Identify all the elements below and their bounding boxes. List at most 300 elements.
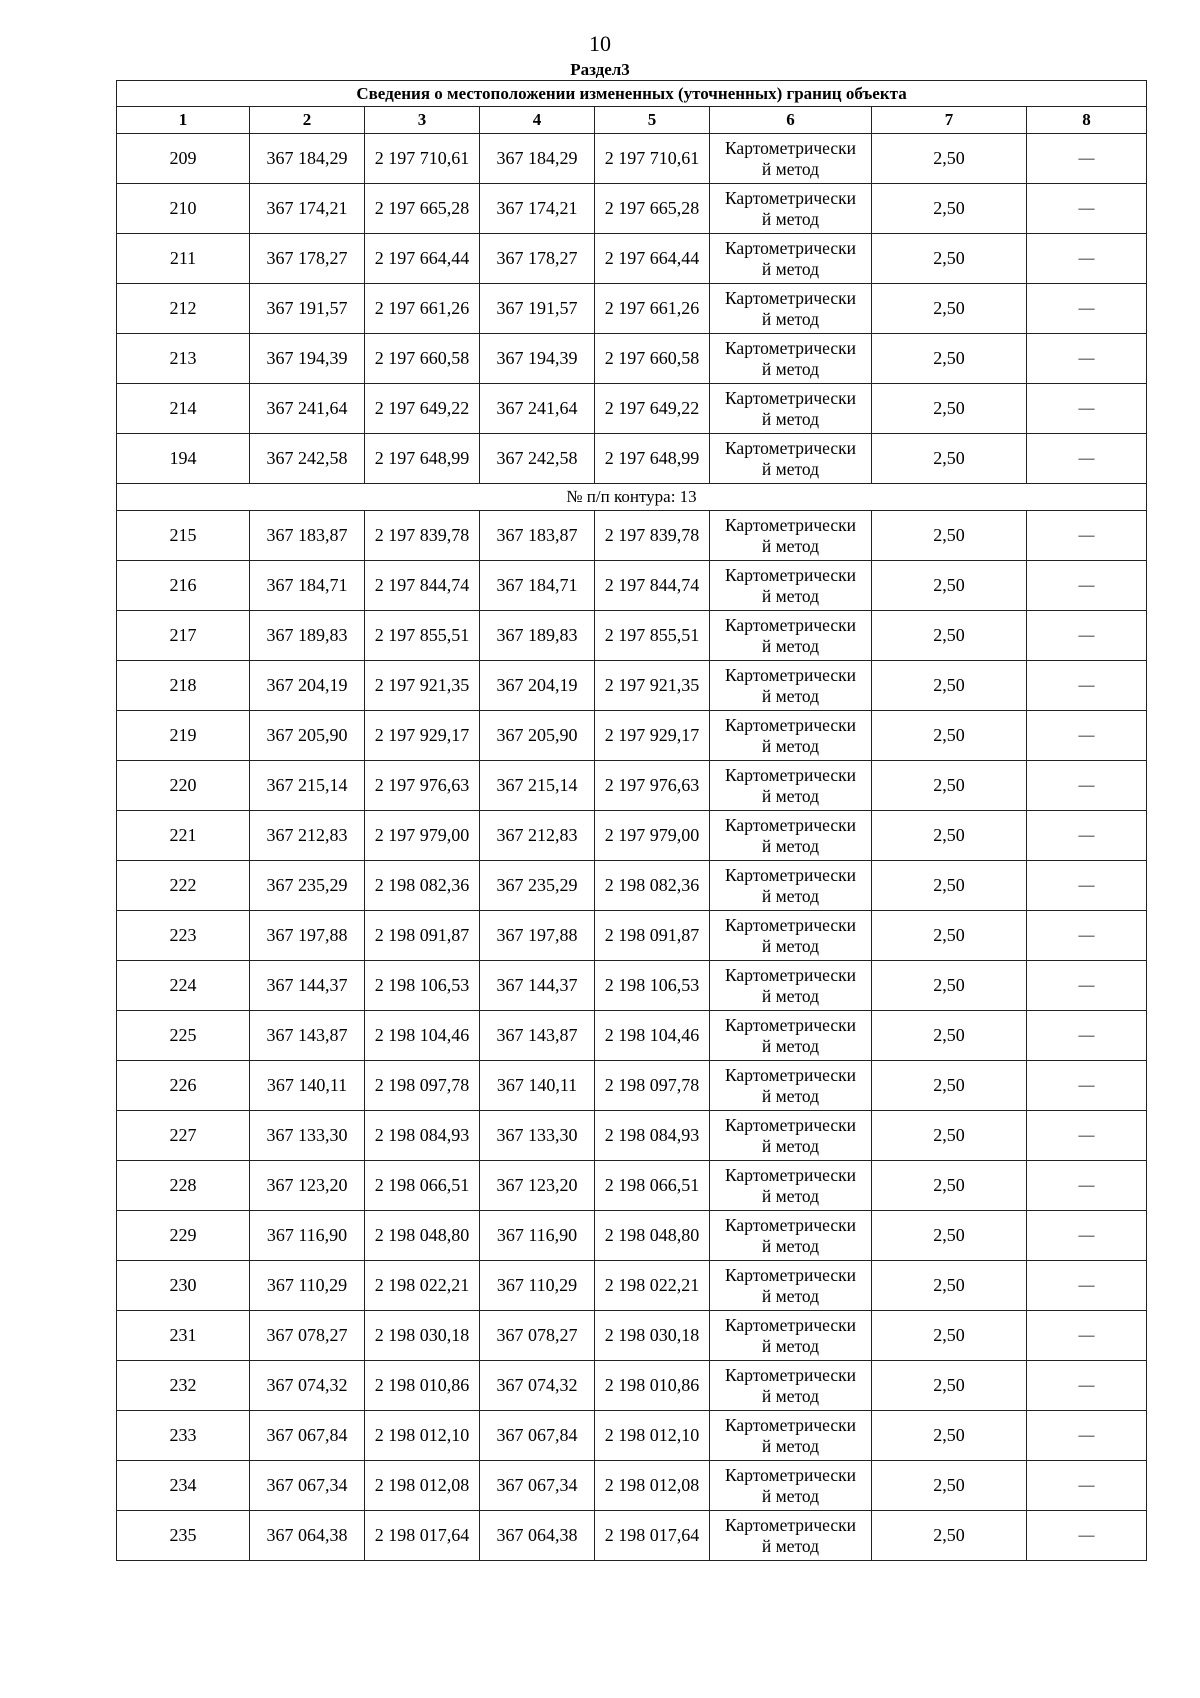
point-number-cell: 227 <box>117 1111 250 1161</box>
point-number-cell: 221 <box>117 811 250 861</box>
y-refined-cell: 2 198 010,86 <box>595 1361 710 1411</box>
method-text-line2: й метод <box>761 985 820 1006</box>
method-text-line1: Картометрически <box>724 1014 857 1035</box>
y-refined-cell: 2 197 979,00 <box>595 811 710 861</box>
method-cell <box>710 384 872 434</box>
point-number-cell: 220 <box>117 761 250 811</box>
point-number-cell: 213 <box>117 334 250 384</box>
method-cell <box>710 1111 872 1161</box>
y-refined-cell: 2 198 012,08 <box>595 1461 710 1511</box>
table-row <box>117 861 1147 911</box>
y-existing-cell: 2 198 082,36 <box>365 861 480 911</box>
y-refined-cell: 2 198 084,93 <box>595 1111 710 1161</box>
method-text-line2: й метод <box>761 1085 820 1106</box>
y-existing-cell: 2 197 661,26 <box>365 284 480 334</box>
point-number-cell: 226 <box>117 1061 250 1111</box>
point-number-cell: 211 <box>117 234 250 284</box>
x-existing-cell: 367 191,57 <box>250 284 365 334</box>
method-cell <box>710 1361 872 1411</box>
description-cell: — <box>1027 1261 1147 1311</box>
method-text-line2: й метод <box>761 258 820 279</box>
x-refined-cell: 367 235,29 <box>480 861 595 911</box>
x-existing-cell: 367 067,84 <box>250 1411 365 1461</box>
x-existing-cell: 367 241,64 <box>250 384 365 434</box>
description-cell: — <box>1027 1511 1147 1561</box>
y-refined-cell: 2 197 929,17 <box>595 711 710 761</box>
y-refined-cell: 2 197 921,35 <box>595 661 710 711</box>
method-text-line1: Картометрически <box>724 664 857 685</box>
accuracy-cell: 2,50 <box>872 661 1027 711</box>
x-existing-cell: 367 116,90 <box>250 1211 365 1261</box>
y-refined-cell: 2 197 855,51 <box>595 611 710 661</box>
table-row <box>117 911 1147 961</box>
y-existing-cell: 2 197 921,35 <box>365 661 480 711</box>
x-existing-cell: 367 194,39 <box>250 334 365 384</box>
accuracy-cell: 2,50 <box>872 134 1027 184</box>
accuracy-cell: 2,50 <box>872 1361 1027 1411</box>
y-existing-cell: 2 198 066,51 <box>365 1161 480 1211</box>
method-cell <box>710 561 872 611</box>
method-cell <box>710 1061 872 1111</box>
y-refined-cell: 2 197 661,26 <box>595 284 710 334</box>
method-cell <box>710 1461 872 1511</box>
table-row <box>117 1261 1147 1311</box>
table-row <box>117 761 1147 811</box>
method-text-line1: Картометрически <box>724 1514 857 1535</box>
y-existing-cell: 2 198 106,53 <box>365 961 480 1011</box>
description-cell: — <box>1027 1211 1147 1261</box>
description-cell: — <box>1027 284 1147 334</box>
table-row <box>117 1361 1147 1411</box>
description-cell: — <box>1027 234 1147 284</box>
point-number-cell: 209 <box>117 134 250 184</box>
y-existing-cell: 2 197 664,44 <box>365 234 480 284</box>
description-cell: — <box>1027 1311 1147 1361</box>
y-refined-cell: 2 198 012,10 <box>595 1411 710 1461</box>
contour-row <box>117 484 1147 511</box>
column-header-8: 8 <box>1027 107 1147 134</box>
table-row <box>117 1061 1147 1111</box>
table-row <box>117 1011 1147 1061</box>
accuracy-cell: 2,50 <box>872 1011 1027 1061</box>
y-existing-cell: 2 197 710,61 <box>365 134 480 184</box>
x-refined-cell: 367 242,58 <box>480 434 595 484</box>
method-text-line1: Картометрически <box>724 614 857 635</box>
table-row <box>117 561 1147 611</box>
method-text-line2: й метод <box>761 1185 820 1206</box>
method-text-line1: Картометрически <box>724 437 857 458</box>
x-existing-cell: 367 197,88 <box>250 911 365 961</box>
x-refined-cell: 367 178,27 <box>480 234 595 284</box>
description-cell: — <box>1027 811 1147 861</box>
description-cell: — <box>1027 511 1147 561</box>
column-header-5: 5 <box>595 107 710 134</box>
y-refined-cell: 2 197 664,44 <box>595 234 710 284</box>
method-text-line1: Картометрически <box>724 764 857 785</box>
x-refined-cell: 367 194,39 <box>480 334 595 384</box>
point-number-cell: 212 <box>117 284 250 334</box>
method-cell <box>710 1411 872 1461</box>
table-row <box>117 661 1147 711</box>
point-number-cell: 225 <box>117 1011 250 1061</box>
y-existing-cell: 2 197 839,78 <box>365 511 480 561</box>
x-refined-cell: 367 133,30 <box>480 1111 595 1161</box>
y-refined-cell: 2 198 082,36 <box>595 861 710 911</box>
accuracy-cell: 2,50 <box>872 961 1027 1011</box>
table-row <box>117 1461 1147 1511</box>
y-refined-cell: 2 198 048,80 <box>595 1211 710 1261</box>
y-existing-cell: 2 197 648,99 <box>365 434 480 484</box>
table-row <box>117 234 1147 284</box>
table-row <box>117 611 1147 661</box>
method-text-line1: Картометрически <box>724 1414 857 1435</box>
accuracy-cell: 2,50 <box>872 1511 1027 1561</box>
point-number-cell: 232 <box>117 1361 250 1411</box>
accuracy-cell: 2,50 <box>872 911 1027 961</box>
point-number-cell: 228 <box>117 1161 250 1211</box>
table-row <box>117 334 1147 384</box>
x-refined-cell: 367 064,38 <box>480 1511 595 1561</box>
x-refined-cell: 367 183,87 <box>480 511 595 561</box>
description-cell: — <box>1027 134 1147 184</box>
y-refined-cell: 2 197 710,61 <box>595 134 710 184</box>
description-cell: — <box>1027 711 1147 761</box>
method-cell <box>710 1211 872 1261</box>
method-cell <box>710 284 872 334</box>
accuracy-cell: 2,50 <box>872 1161 1027 1211</box>
description-cell: — <box>1027 1161 1147 1211</box>
table-row <box>117 1211 1147 1261</box>
method-text-line2: й метод <box>761 885 820 906</box>
x-existing-cell: 367 140,11 <box>250 1061 365 1111</box>
accuracy-cell: 2,50 <box>872 1111 1027 1161</box>
method-text-line1: Картометрически <box>724 237 857 258</box>
description-cell: — <box>1027 611 1147 661</box>
method-cell <box>710 234 872 284</box>
y-existing-cell: 2 197 649,22 <box>365 384 480 434</box>
accuracy-cell: 2,50 <box>872 1311 1027 1361</box>
y-existing-cell: 2 197 976,63 <box>365 761 480 811</box>
method-cell <box>710 434 872 484</box>
method-cell <box>710 611 872 661</box>
y-existing-cell: 2 198 091,87 <box>365 911 480 961</box>
y-refined-cell: 2 197 844,74 <box>595 561 710 611</box>
accuracy-cell: 2,50 <box>872 811 1027 861</box>
point-number-cell: 223 <box>117 911 250 961</box>
x-existing-cell: 367 078,27 <box>250 1311 365 1361</box>
x-refined-cell: 367 067,34 <box>480 1461 595 1511</box>
description-cell: — <box>1027 661 1147 711</box>
accuracy-cell: 2,50 <box>872 1261 1027 1311</box>
x-existing-cell: 367 174,21 <box>250 184 365 234</box>
column-header-6: 6 <box>710 107 872 134</box>
description-cell: — <box>1027 1011 1147 1061</box>
table-row <box>117 1411 1147 1461</box>
y-existing-cell: 2 198 022,21 <box>365 1261 480 1311</box>
x-existing-cell: 367 074,32 <box>250 1361 365 1411</box>
point-number-cell: 235 <box>117 1511 250 1561</box>
accuracy-cell: 2,50 <box>872 184 1027 234</box>
method-cell <box>710 1161 872 1211</box>
x-refined-cell: 367 144,37 <box>480 961 595 1011</box>
method-text-line2: й метод <box>761 1385 820 1406</box>
method-cell <box>710 1311 872 1361</box>
y-existing-cell: 2 197 665,28 <box>365 184 480 234</box>
y-existing-cell: 2 197 979,00 <box>365 811 480 861</box>
table-row <box>117 511 1147 561</box>
accuracy-cell: 2,50 <box>872 284 1027 334</box>
method-text-line2: й метод <box>761 458 820 479</box>
method-text-line2: й метод <box>761 358 820 379</box>
y-existing-cell: 2 197 660,58 <box>365 334 480 384</box>
method-text-line1: Картометрически <box>724 714 857 735</box>
accuracy-cell: 2,50 <box>872 334 1027 384</box>
x-existing-cell: 367 143,87 <box>250 1011 365 1061</box>
x-refined-cell: 367 067,84 <box>480 1411 595 1461</box>
method-text-line2: й метод <box>761 158 820 179</box>
x-refined-cell: 367 110,29 <box>480 1261 595 1311</box>
x-refined-cell: 367 215,14 <box>480 761 595 811</box>
method-text-line2: й метод <box>761 535 820 556</box>
method-text-line1: Картометрически <box>724 137 857 158</box>
description-cell: — <box>1027 1061 1147 1111</box>
table-row <box>117 1511 1147 1561</box>
point-number-cell: 230 <box>117 1261 250 1311</box>
y-existing-cell: 2 197 929,17 <box>365 711 480 761</box>
y-existing-cell: 2 198 048,80 <box>365 1211 480 1261</box>
method-text-line1: Картометрически <box>724 514 857 535</box>
description-cell: — <box>1027 1461 1147 1511</box>
description-cell: — <box>1027 911 1147 961</box>
method-cell <box>710 711 872 761</box>
column-header-2: 2 <box>250 107 365 134</box>
method-text-line1: Картометрически <box>724 1214 857 1235</box>
method-text-line2: й метод <box>761 1235 820 1256</box>
x-refined-cell: 367 074,32 <box>480 1361 595 1411</box>
x-refined-cell: 367 197,88 <box>480 911 595 961</box>
y-refined-cell: 2 197 660,58 <box>595 334 710 384</box>
x-existing-cell: 367 178,27 <box>250 234 365 284</box>
method-cell <box>710 861 872 911</box>
accuracy-cell: 2,50 <box>872 511 1027 561</box>
table-row <box>117 284 1147 334</box>
method-text-line2: й метод <box>761 1535 820 1556</box>
method-text-line2: й метод <box>761 1135 820 1156</box>
table-caption: Сведения о местоположении измененных (уточненных) границ объекта <box>117 81 1147 107</box>
x-refined-cell: 367 241,64 <box>480 384 595 434</box>
point-number-cell: 194 <box>117 434 250 484</box>
x-existing-cell: 367 215,14 <box>250 761 365 811</box>
x-existing-cell: 367 184,29 <box>250 134 365 184</box>
description-cell: — <box>1027 384 1147 434</box>
method-cell <box>710 661 872 711</box>
description-cell: — <box>1027 334 1147 384</box>
y-refined-cell: 2 197 839,78 <box>595 511 710 561</box>
y-existing-cell: 2 198 010,86 <box>365 1361 480 1411</box>
y-refined-cell: 2 198 017,64 <box>595 1511 710 1561</box>
description-cell: — <box>1027 1361 1147 1411</box>
method-text-line1: Картометрически <box>724 1464 857 1485</box>
x-existing-cell: 367 123,20 <box>250 1161 365 1211</box>
y-existing-cell: 2 198 017,64 <box>365 1511 480 1561</box>
method-text-line2: й метод <box>761 1435 820 1456</box>
point-number-cell: 234 <box>117 1461 250 1511</box>
x-existing-cell: 367 205,90 <box>250 711 365 761</box>
accuracy-cell: 2,50 <box>872 611 1027 661</box>
x-existing-cell: 367 064,38 <box>250 1511 365 1561</box>
description-cell: — <box>1027 1411 1147 1461</box>
accuracy-cell: 2,50 <box>872 384 1027 434</box>
x-refined-cell: 367 184,29 <box>480 134 595 184</box>
method-text-line1: Картометрически <box>724 1364 857 1385</box>
accuracy-cell: 2,50 <box>872 561 1027 611</box>
table-body <box>117 134 1147 1561</box>
method-text-line2: й метод <box>761 208 820 229</box>
point-number-cell: 214 <box>117 384 250 434</box>
point-number-cell: 231 <box>117 1311 250 1361</box>
y-refined-cell: 2 198 097,78 <box>595 1061 710 1111</box>
x-refined-cell: 367 191,57 <box>480 284 595 334</box>
accuracy-cell: 2,50 <box>872 1411 1027 1461</box>
method-cell <box>710 1511 872 1561</box>
table-row <box>117 961 1147 1011</box>
method-cell <box>710 134 872 184</box>
x-existing-cell: 367 110,29 <box>250 1261 365 1311</box>
method-cell <box>710 511 872 561</box>
point-number-cell: 218 <box>117 661 250 711</box>
method-text-line2: й метод <box>761 735 820 756</box>
method-cell <box>710 761 872 811</box>
description-cell: — <box>1027 761 1147 811</box>
method-text-line2: й метод <box>761 935 820 956</box>
method-text-line1: Картометрически <box>724 187 857 208</box>
method-text-line1: Картометрически <box>724 864 857 885</box>
x-existing-cell: 367 189,83 <box>250 611 365 661</box>
description-cell: — <box>1027 561 1147 611</box>
x-refined-cell: 367 143,87 <box>480 1011 595 1061</box>
table-row <box>117 711 1147 761</box>
x-existing-cell: 367 204,19 <box>250 661 365 711</box>
x-refined-cell: 367 189,83 <box>480 611 595 661</box>
x-existing-cell: 367 235,29 <box>250 861 365 911</box>
method-text-line1: Картометрически <box>724 1164 857 1185</box>
method-cell <box>710 334 872 384</box>
method-text-line1: Картометрически <box>724 914 857 935</box>
page-number: 10 <box>589 31 611 56</box>
y-refined-cell: 2 198 091,87 <box>595 911 710 961</box>
method-cell <box>710 1011 872 1061</box>
method-text-line1: Картометрически <box>724 287 857 308</box>
method-text-line2: й метод <box>761 408 820 429</box>
y-existing-cell: 2 198 012,10 <box>365 1411 480 1461</box>
accuracy-cell: 2,50 <box>872 434 1027 484</box>
point-number-cell: 219 <box>117 711 250 761</box>
point-number-cell: 217 <box>117 611 250 661</box>
table-row <box>117 384 1147 434</box>
table-row <box>117 434 1147 484</box>
method-text-line2: й метод <box>761 685 820 706</box>
y-refined-cell: 2 198 022,21 <box>595 1261 710 1311</box>
y-existing-cell: 2 198 084,93 <box>365 1111 480 1161</box>
column-header-7: 7 <box>872 107 1027 134</box>
x-refined-cell: 367 212,83 <box>480 811 595 861</box>
method-text-line1: Картометрически <box>724 1064 857 1085</box>
point-number-cell: 233 <box>117 1411 250 1461</box>
x-existing-cell: 367 144,37 <box>250 961 365 1011</box>
description-cell: — <box>1027 861 1147 911</box>
method-text-line1: Картометрически <box>724 387 857 408</box>
method-cell <box>710 184 872 234</box>
method-cell <box>710 811 872 861</box>
accuracy-cell: 2,50 <box>872 1461 1027 1511</box>
x-existing-cell: 367 184,71 <box>250 561 365 611</box>
table-row <box>117 1161 1147 1211</box>
method-text-line1: Картометрически <box>724 564 857 585</box>
table-row <box>117 811 1147 861</box>
point-number-cell: 224 <box>117 961 250 1011</box>
x-existing-cell: 367 212,83 <box>250 811 365 861</box>
description-cell: — <box>1027 961 1147 1011</box>
table-row <box>117 184 1147 234</box>
x-refined-cell: 367 140,11 <box>480 1061 595 1111</box>
accuracy-cell: 2,50 <box>872 1211 1027 1261</box>
method-text-line1: Картометрически <box>724 1314 857 1335</box>
point-number-cell: 210 <box>117 184 250 234</box>
accuracy-cell: 2,50 <box>872 234 1027 284</box>
point-number-cell: 215 <box>117 511 250 561</box>
x-refined-cell: 367 123,20 <box>480 1161 595 1211</box>
y-existing-cell: 2 197 844,74 <box>365 561 480 611</box>
column-header-1: 1 <box>117 107 250 134</box>
method-text-line1: Картометрически <box>724 964 857 985</box>
y-refined-cell: 2 197 649,22 <box>595 384 710 434</box>
x-refined-cell: 367 204,19 <box>480 661 595 711</box>
x-refined-cell: 367 116,90 <box>480 1211 595 1261</box>
y-refined-cell: 2 198 030,18 <box>595 1311 710 1361</box>
table-row <box>117 134 1147 184</box>
x-existing-cell: 367 133,30 <box>250 1111 365 1161</box>
method-cell <box>710 911 872 961</box>
column-header-3: 3 <box>365 107 480 134</box>
method-text-line2: й метод <box>761 585 820 606</box>
y-existing-cell: 2 198 097,78 <box>365 1061 480 1111</box>
method-text-line1: Картометрически <box>724 1264 857 1285</box>
method-text-line1: Картометрически <box>724 337 857 358</box>
column-number-row <box>117 107 1147 134</box>
accuracy-cell: 2,50 <box>872 761 1027 811</box>
method-text-line2: й метод <box>761 1485 820 1506</box>
x-refined-cell: 367 078,27 <box>480 1311 595 1361</box>
method-text-line2: й метод <box>761 1035 820 1056</box>
y-refined-cell: 2 197 648,99 <box>595 434 710 484</box>
x-existing-cell: 367 067,34 <box>250 1461 365 1511</box>
point-number-cell: 216 <box>117 561 250 611</box>
y-refined-cell: 2 198 066,51 <box>595 1161 710 1211</box>
method-cell <box>710 1261 872 1311</box>
y-refined-cell: 2 198 104,46 <box>595 1011 710 1061</box>
y-refined-cell: 2 197 665,28 <box>595 184 710 234</box>
method-text-line2: й метод <box>761 308 820 329</box>
method-text-line2: й метод <box>761 1285 820 1306</box>
method-cell <box>710 961 872 1011</box>
x-refined-cell: 367 174,21 <box>480 184 595 234</box>
y-refined-cell: 2 197 976,63 <box>595 761 710 811</box>
method-text-line2: й метод <box>761 785 820 806</box>
method-text-line1: Картометрически <box>724 1114 857 1135</box>
y-existing-cell: 2 198 012,08 <box>365 1461 480 1511</box>
boundary-coordinates-table <box>116 80 1147 1561</box>
section-title: Раздел3 <box>570 60 630 79</box>
